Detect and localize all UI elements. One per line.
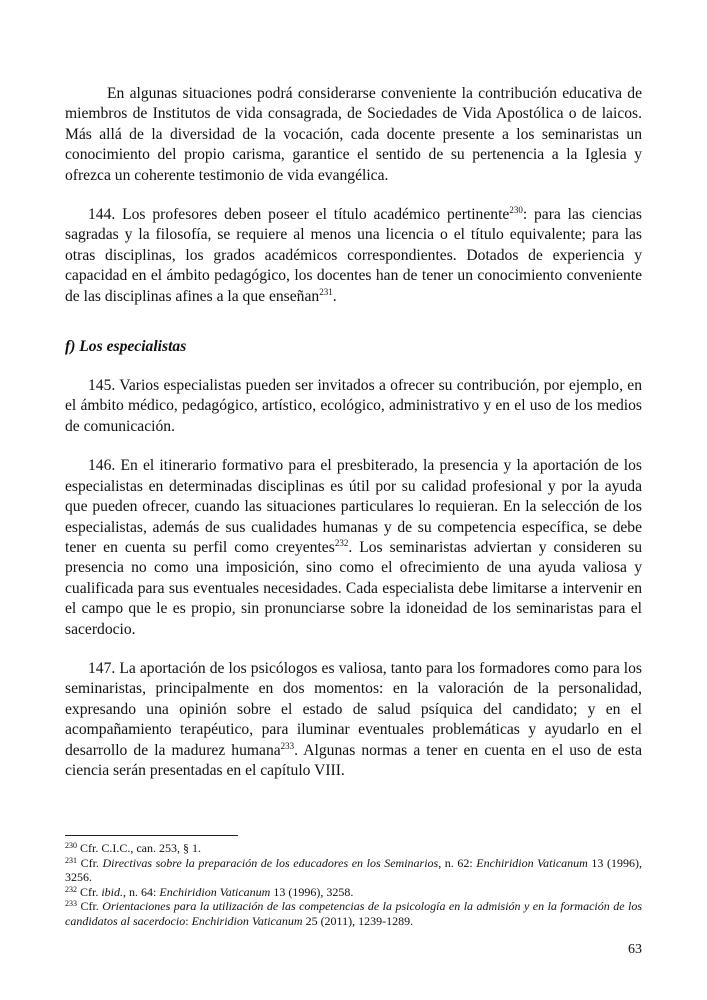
footnote-ref-233[interactable]: 233 (280, 740, 295, 751)
footnote-233-text-a: Cfr. (77, 899, 103, 914)
footnote-230-text: Cfr. C.I.C., can. 253, § 1. (77, 841, 201, 855)
footnote-232 (65, 885, 642, 900)
footnote-233-source: Enchiridion Vaticanum (191, 913, 303, 928)
paragraph-145 (65, 376, 642, 437)
footnote-231-text-a: Cfr. (77, 855, 103, 870)
paragraph-intro (65, 84, 642, 186)
paragraph-144-text-a: 144. Los profesores deben poseer el título académico pertinente (88, 206, 510, 224)
page-body (65, 84, 642, 800)
footnote-230 (65, 841, 642, 856)
paragraph-145-text: 145. Varios especialistas pueden ser invitados a ofrecer su contribución, por ejemplo, en el ámbito médico, pedagógico, artístico, ecológico, administrativo y en el uso de los medios de comunicación. (65, 377, 642, 435)
section-heading: f) Los especialistas (65, 338, 187, 356)
paragraph-144 (65, 205, 642, 307)
paragraph-147-text-a: 147. La aportación de los psicólogos es valiosa, tanto para los formadores como para los seminaristas, principalmente en dos momentos: en la valoración de la personalidad, expresando una opinión sobre el estado de salud psíquica del candidato; y en el acompañamiento terapéutico, para iluminar eventuales problemáticas y ayudarlo en el desarrollo de la madurez humana (65, 659, 642, 759)
footnote-number-232: 232 (65, 884, 77, 894)
paragraph-intro-text: En algunas situaciones podrá considerarse conveniente la contribución educativa de miembros de Institutos de vida consagrada, de Sociedades de Vida Apostólica o de laicos. Más allá de la diversidad de la vocación, cada docente presente a los seminaristas un conocimiento del propio carisma, garantice el sentido de su pertenencia a la Iglesia y ofrezca un coherente testimonio de vida evangélica. (65, 85, 642, 184)
footnote-231-title: Directivas sobre la preparación de los educadores en los Seminarios (102, 855, 439, 870)
footnote-number-231: 231 (65, 855, 77, 865)
paragraph-146-text-b: . Los seminaristas adviertan y consideren su presencia no como una imposición, sino como el ofrecimiento de una ayuda valiosa y cualificada para sus eventuales necesidades. Cada especialista debe limitarse a intervenir en el campo que le es propio, sin pronunciarse sobre la idoneidad de los seminaristas para el sacerdocio. (65, 538, 642, 638)
footnote-231-text-e: 13 (1996), 3256. (65, 855, 643, 885)
footnote-number-233: 233 (65, 899, 77, 909)
footnote-231-text-c: , n. 62: (438, 855, 477, 870)
footnote-233 (65, 899, 642, 928)
paragraph-144-text-c: . (332, 287, 337, 305)
footnote-231 (65, 856, 642, 885)
footnote-number-230: 230 (65, 841, 77, 850)
footnote-233-title: Orientaciones para la utilización de las competencias de la psicología en la admisión y en la formación de los candidatos al sacerdocio (65, 899, 642, 928)
page-number: 63 (628, 942, 642, 957)
paragraph-146 (65, 456, 642, 640)
paragraph-144-text-b: : para las ciencias sagradas y la filosofía, se requiere al menos una licencia o el título equivalente; para las otras disciplinas, los grados académicos correspondientes. Dotados de experiencia y capacidad en el ámbito pedagógico, los docentes han de tener un conocimiento conveniente de las disciplinas afines a la que enseñan (65, 206, 642, 305)
footnote-231-source: Enchiridion Vaticanum (476, 855, 588, 870)
paragraph-147-text-b: . Algunas normas a tener en cuenta en el uso de esta ciencia serán presentadas en el capítulo VIII. (65, 741, 642, 779)
footnote-ref-230[interactable]: 230 (509, 205, 523, 216)
footnote-233-text-c: : (185, 913, 192, 928)
paragraph-146-text-a: 146. En el itinerario formativo para el presbiterado, la presencia y la aportación de los especialistas en determinadas disciplinas es útil por su calidad profesional y por la ayuda que pueden ofrecer, cuando las situaciones particulares lo requieran. En la selección de los especialistas, además de sus cualidades humanas y de su competencia específica, se debe tener en cuenta su perfil como creyentes (65, 457, 642, 556)
footnote-ref-232[interactable]: 232 (334, 537, 349, 548)
footnote-divider (65, 835, 238, 836)
footnote-232-text-c: , n. 64: (123, 884, 160, 899)
footnote-ref-231[interactable]: 231 (319, 286, 333, 297)
footnote-232-source: Enchiridion Vaticanum (159, 884, 271, 899)
footnote-232-ibid: ibid. (101, 884, 124, 899)
paragraph-147 (65, 659, 642, 781)
footnotes (65, 841, 642, 929)
footnote-233-text-e: 25 (2011), 1239-1289. (302, 913, 414, 928)
footnote-232-text-a: Cfr. (77, 884, 102, 899)
footnote-232-text-e: 13 (1996), 3258. (270, 884, 354, 899)
